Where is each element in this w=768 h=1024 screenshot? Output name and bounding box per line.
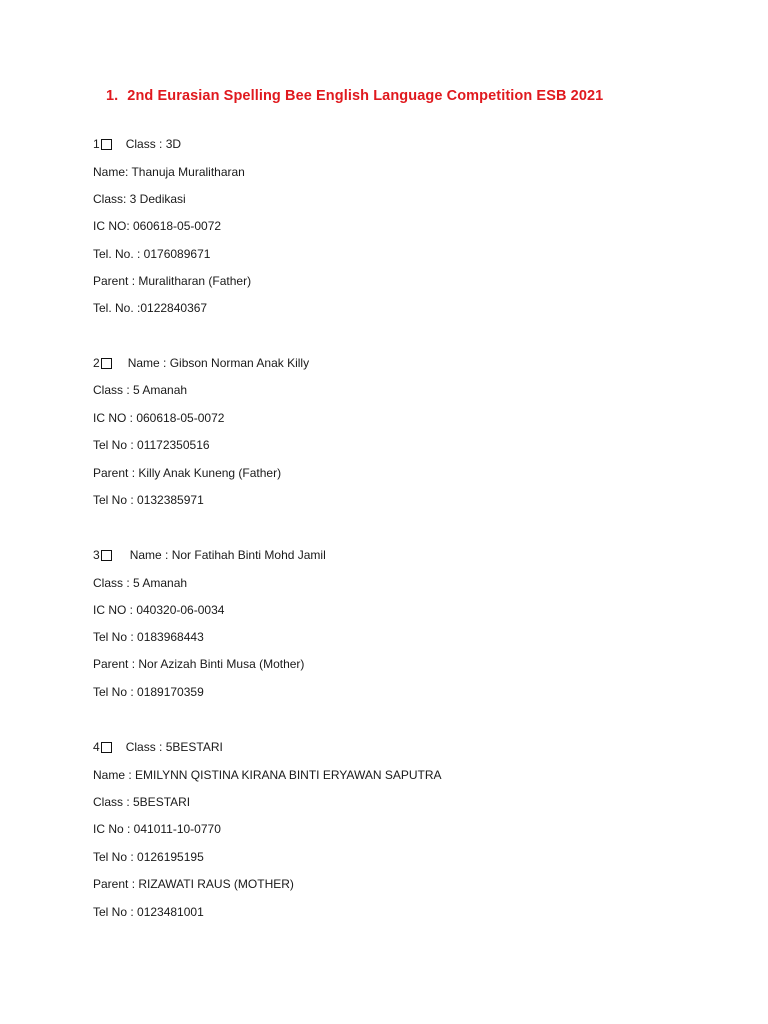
heading-title: 2nd Eurasian Spelling Bee English Language Competition ESB 2021 (127, 88, 604, 104)
entry-3-parent: Parent : Nor Azizah Binti Musa (Mother) (93, 657, 305, 671)
entry-2-header (93, 355, 309, 371)
checkbox-icon (101, 550, 112, 561)
entry-number: 2 (93, 356, 100, 370)
entry-first-line: Name : Gibson Norman Anak Killy (127, 356, 310, 370)
entry-1-class: Class: 3 Dedikasi (93, 192, 186, 206)
heading-number: 1. (106, 88, 119, 104)
checkbox-icon (101, 139, 112, 150)
entry-4-tel: Tel No : 0126195195 (93, 850, 204, 864)
entry-3-header (93, 547, 326, 563)
entry-3-ic: IC NO : 040320-06-0034 (93, 603, 225, 617)
entry-3-tel: Tel No : 0183968443 (93, 630, 204, 644)
entry-4-parent: Parent : RIZAWATI RAUS (MOTHER) (93, 877, 294, 891)
entry-4-class: Class : 5BESTARI (93, 795, 191, 809)
entry-2-ic: IC NO : 060618-05-0072 (93, 411, 225, 425)
entry-1-ic: IC NO: 060618-05-0072 (93, 219, 222, 233)
entry-1-tel: Tel. No. : 0176089671 (93, 247, 211, 261)
entry-first-line: Name : Nor Fatihah Binti Mohd Jamil (129, 548, 326, 562)
entry-2-parent-tel: Tel No : 0132385971 (93, 493, 204, 507)
entry-4-parent-tel: Tel No : 0123481001 (93, 905, 204, 919)
entry-2-parent: Parent : Killy Anak Kuneng (Father) (93, 466, 282, 480)
entry-3-class: Class : 5 Amanah (93, 576, 188, 590)
checkbox-icon (101, 358, 112, 369)
entry-1-header (93, 136, 181, 152)
entry-1-name: Name: Thanuja Muralitharan (93, 165, 245, 179)
checkbox-icon (101, 742, 112, 753)
entry-first-line: Class : 5BESTARI (125, 740, 223, 754)
entry-2-tel: Tel No : 01172350516 (93, 438, 210, 452)
entry-4-name: Name : EMILYNN QISTINA KIRANA BINTI ERYAWAN SAPUTRA (93, 768, 442, 782)
entry-3-parent-tel: Tel No : 0189170359 (93, 685, 204, 699)
entry-4-header (93, 739, 223, 755)
entry-1-parent: Parent : Muralitharan (Father) (93, 274, 252, 288)
entry-1-parent-tel: Tel. No. :0122840367 (93, 301, 208, 315)
entry-number: 1 (93, 137, 100, 151)
entry-4-ic: IC No : 041011-10-0770 (93, 822, 221, 836)
entry-number: 4 (93, 740, 100, 754)
entry-first-line: Class : 3D (125, 137, 182, 151)
document-heading (106, 88, 603, 104)
entry-number: 3 (93, 548, 100, 562)
entry-2-class: Class : 5 Amanah (93, 383, 188, 397)
